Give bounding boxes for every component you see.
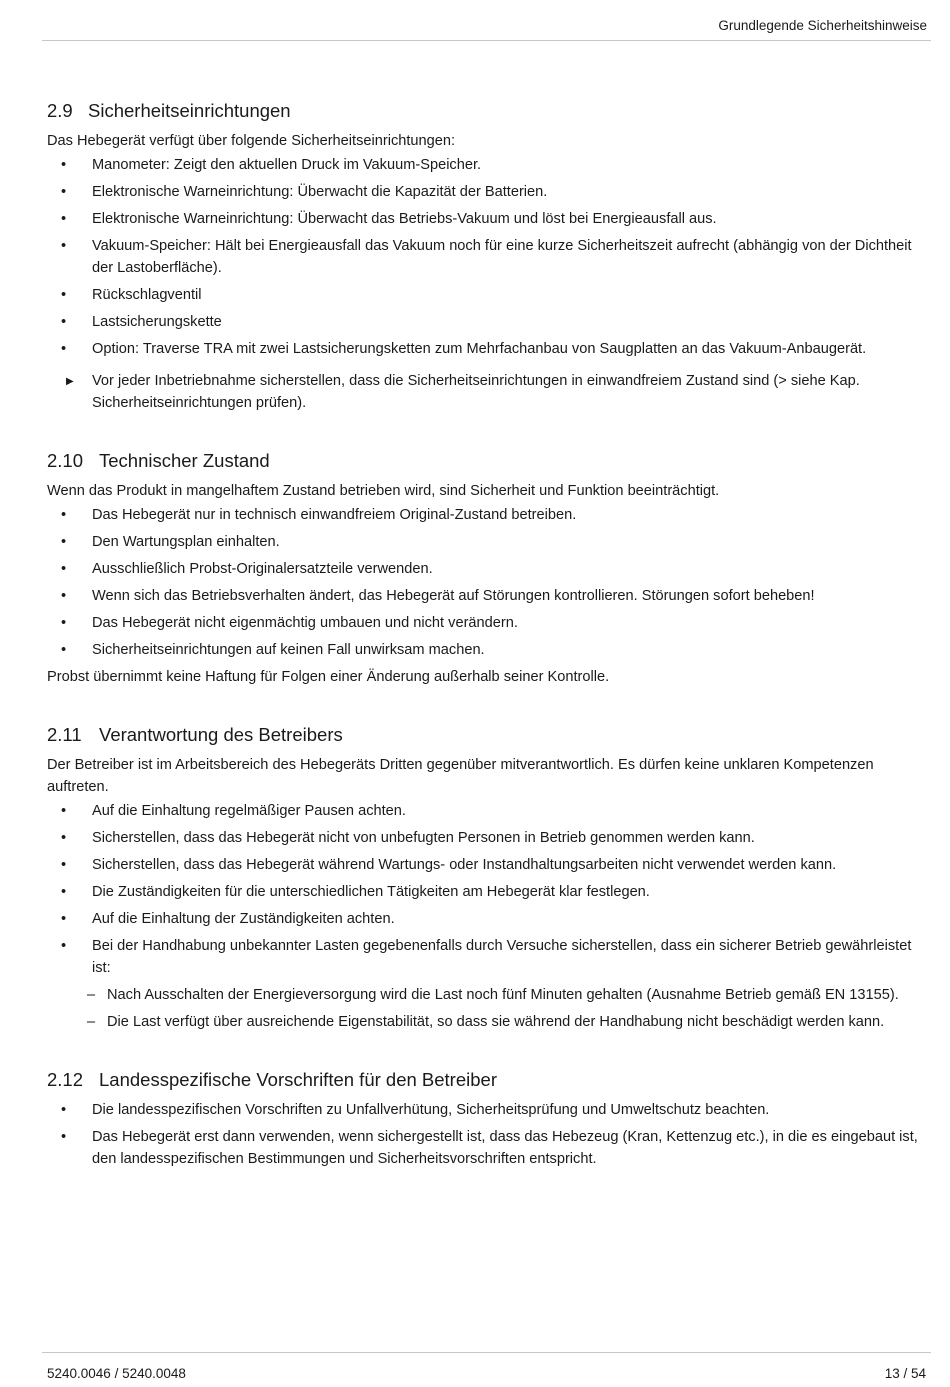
- header-divider: [42, 40, 931, 41]
- arrow-right-icon: ▶: [66, 376, 74, 387]
- section-title: Verantwortung des Betreibers: [99, 724, 343, 745]
- dash-icon: –: [87, 1014, 96, 1030]
- list-item: • Die landesspezifischen Vorschriften zu Unfallverhütung, Sicherheitsprüfung und Umweltschutz beachten.: [47, 1099, 926, 1121]
- section-2-11: [47, 722, 926, 1033]
- bullet-list: [47, 800, 926, 1033]
- list-item: • Sicherstellen, dass das Hebegerät während Wartungs- oder Instandhaltungsarbeiten nicht verwendet werden kann.: [47, 854, 926, 876]
- bullet-list: [47, 504, 926, 661]
- bullet-icon: •: [61, 588, 67, 604]
- bullet-icon: •: [61, 341, 67, 357]
- bullet-icon: •: [61, 287, 67, 303]
- list-item: • Wenn sich das Betriebsverhalten ändert, das Hebegerät auf Störungen kontrollieren. Störungen sofort beheben!: [47, 585, 926, 607]
- page-number: 13 / 54: [884, 1366, 926, 1381]
- bullet-icon: •: [61, 238, 67, 254]
- list-item: • Sicherstellen, dass das Hebegerät nicht von unbefugten Personen in Betrieb genommen werden kann.: [47, 827, 926, 849]
- list-item: • Das Hebegerät erst dann verwenden, wenn sichergestellt ist, dass das Hebezeug (Kran, Kettenzug etc.), in die es eingebaut ist, den landesspezifischen Bestimmungen und Sicherheitsvorschriften entspricht.: [47, 1126, 926, 1170]
- bullet-icon: •: [61, 803, 67, 819]
- list-item: • Elektronische Warneinrichtung: Überwacht das Betriebs-Vakuum und löst bei Energieausfall aus.: [47, 208, 926, 230]
- bullet-icon: •: [61, 211, 67, 227]
- section-heading: [47, 98, 926, 124]
- bullet-icon: •: [61, 1129, 67, 1145]
- section-intro: Der Betreiber ist im Arbeitsbereich des Hebegeräts Dritten gegenüber mitverantwortlich. Es dürfen keine unklaren Kompetenzen auftreten.: [47, 757, 874, 795]
- list-item: • Rückschlagventil: [47, 284, 926, 306]
- list-item: • Vakuum-Speicher: Hält bei Energieausfall das Vakuum noch für eine kurze Sicherheitszeit aufrecht (abhängig von der Dichtheit der Lastoberfläche).: [47, 235, 926, 279]
- running-header: Grundlegende Sicherheitshinweise: [718, 18, 927, 33]
- list-item: • Option: Traverse TRA mit zwei Lastsicherungsketten zum Mehrfachanbau von Saugplatten an das Vakuum-Anbaugerät.: [47, 338, 926, 360]
- footer-divider: [42, 1352, 931, 1353]
- section-title: Landesspezifische Vorschriften für den Betreiber: [99, 1069, 497, 1090]
- bullet-icon: •: [61, 830, 67, 846]
- list-item: • Bei der Handhabung unbekannter Lasten gegebenenfalls durch Versuche sicherstellen, dass ein sicherer Betrieb gewährleistet ist:: [47, 935, 926, 979]
- bullet-icon: •: [61, 857, 67, 873]
- bullet-icon: •: [61, 938, 67, 954]
- list-item: • Ausschließlich Probst-Originalersatzteile verwenden.: [47, 558, 926, 580]
- list-item: • Den Wartungsplan einhalten.: [47, 531, 926, 553]
- bullet-icon: •: [61, 507, 67, 523]
- section-intro: Wenn das Produkt in mangelhaftem Zustand betrieben wird, sind Sicherheit und Funktion beeinträchtigt.: [47, 483, 720, 499]
- section-heading: [47, 448, 926, 474]
- section-number: 2.11: [47, 724, 82, 745]
- bullet-icon: •: [61, 157, 67, 173]
- bullet-list: [47, 154, 926, 414]
- sub-list-item: – Nach Ausschalten der Energieversorgung wird die Last noch fünf Minuten gehalten (Ausnahme Betrieb gemäß EN 13155).: [47, 984, 926, 1006]
- section-number: 2.10: [47, 450, 84, 471]
- section-outro: Probst übernimmt keine Haftung für Folgen einer Änderung außerhalb seiner Kontrolle.: [47, 669, 610, 685]
- list-item: • Manometer: Zeigt den aktuellen Druck im Vakuum-Speicher.: [47, 154, 926, 176]
- list-item: • Auf die Einhaltung regelmäßiger Pausen achten.: [47, 800, 926, 822]
- list-item: • Elektronische Warneinrichtung: Überwacht die Kapazität der Batterien.: [47, 181, 926, 203]
- section-number: 2.9: [47, 100, 73, 121]
- bullet-icon: •: [61, 642, 67, 658]
- sub-list-item: – Die Last verfügt über ausreichende Eigenstabilität, so dass sie während der Handhabung nicht beschädigt werden kann.: [47, 1011, 926, 1033]
- section-number: 2.12: [47, 1069, 84, 1090]
- page-content: [47, 98, 926, 1204]
- section-intro: Das Hebegerät verfügt über folgende Sicherheitseinrichtungen:: [47, 133, 456, 149]
- section-2-10: [47, 448, 926, 688]
- bullet-icon: •: [61, 561, 67, 577]
- section-heading: [47, 1067, 926, 1093]
- bullet-list: [47, 1099, 926, 1170]
- list-item: • Das Hebegerät nicht eigenmächtig umbauen und nicht verändern.: [47, 612, 926, 634]
- bullet-icon: •: [61, 615, 67, 631]
- list-item: • Auf die Einhaltung der Zuständigkeiten achten.: [47, 908, 926, 930]
- list-item: • Die Zuständigkeiten für die unterschiedlichen Tätigkeiten am Hebegerät klar festlegen.: [47, 881, 926, 903]
- action-instruction: ▶ Vor jeder Inbetriebnahme sicherstellen, dass die Sicherheitseinrichtungen in einwandfreiem Zustand sind (> siehe Kap. Sicherheitseinrichtungen prüfen).: [66, 373, 860, 411]
- bullet-icon: •: [61, 184, 67, 200]
- bullet-icon: •: [61, 884, 67, 900]
- section-2-9: [47, 98, 926, 414]
- list-item: • Sicherheitseinrichtungen auf keinen Fall unwirksam machen.: [47, 639, 926, 661]
- bullet-icon: •: [61, 911, 67, 927]
- section-heading: [47, 722, 926, 748]
- bullet-icon: •: [61, 534, 67, 550]
- dash-icon: –: [87, 987, 96, 1003]
- bullet-icon: •: [61, 1102, 67, 1118]
- bullet-icon: •: [61, 314, 67, 330]
- section-title: Sicherheitseinrichtungen: [88, 100, 291, 121]
- list-item: • Das Hebegerät nur in technisch einwandfreiem Original-Zustand betreiben.: [47, 504, 926, 526]
- document-number: 5240.0046 / 5240.0048: [47, 1366, 186, 1381]
- list-item: • Lastsicherungskette: [47, 311, 926, 333]
- section-2-12: [47, 1067, 926, 1170]
- section-title: Technischer Zustand: [99, 450, 270, 471]
